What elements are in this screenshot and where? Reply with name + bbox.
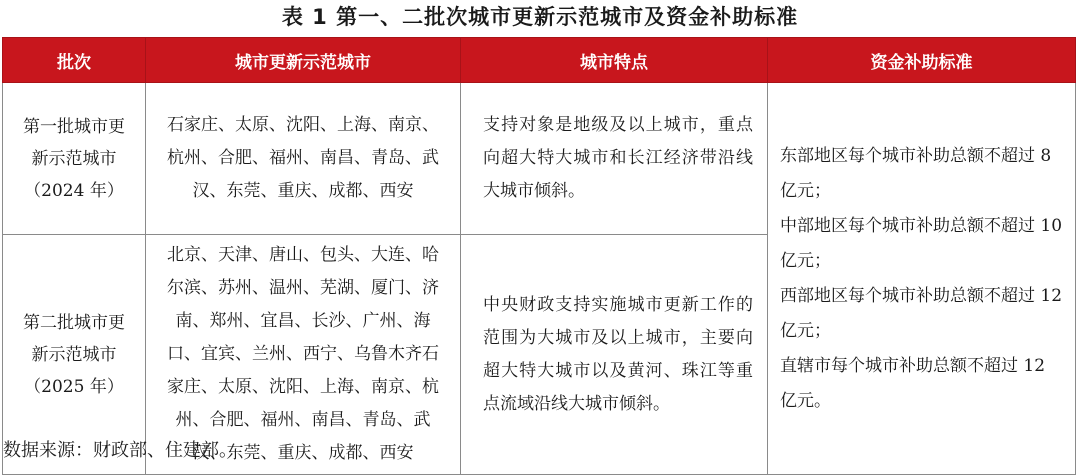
data-source-note: 数据来源：财政部、住建部。: [3, 440, 237, 461]
batch-line: 第二批城市更: [23, 312, 125, 333]
table-row: [3, 83, 1076, 235]
cities-cell: 北京、天津、唐山、包头、大连、哈尔滨、苏州、温州、芜湖、厦门、济南、郑州、宜昌、长沙、广州、海口、宜宾、兰州、西宁、乌鲁木齐石家庄、太原、沈阳、上海、南京、杭州、合肥、福州、南昌、青岛、武汉、东莞、重庆、成都、西安: [146, 235, 461, 475]
funding-west: 西部地区每个城市补助总额不超过 12 亿元；: [780, 285, 1063, 341]
features-cell: 中央财政支持实施城市更新工作的范围为大城市及以上城市，主要向超大特大城市以及黄河、珠江等重点流域沿线大城市倾斜。: [461, 235, 768, 475]
header-funding: 资金补助标准: [768, 38, 1076, 83]
batch-line: 新示范城市: [31, 344, 117, 365]
header-cities: 城市更新示范城市: [146, 38, 461, 83]
cities-cell: 石家庄、太原、沈阳、上海、南京、杭州、合肥、福州、南昌、青岛、武汉、东莞、重庆、成都、西安: [146, 83, 461, 235]
header-features: 城市特点: [461, 38, 768, 83]
batch-line: （2025 年）: [24, 376, 124, 397]
batch-line: 第一批城市更: [23, 116, 125, 137]
funding-central: 中部地区每个城市补助总额不超过 10 亿元；: [780, 215, 1063, 271]
batch-cell: [3, 83, 146, 235]
subsidy-table: [2, 37, 1076, 475]
features-cell: 支持对象是地级及以上城市，重点向超大特大城市和长江经济带沿线大城市倾斜。: [461, 83, 768, 235]
funding-municipality: 直辖市每个城市补助总额不超过 12 亿元。: [780, 355, 1046, 411]
batch-line: 新示范城市: [31, 148, 117, 169]
table-header-row: [3, 38, 1076, 83]
funding-east: 东部地区每个城市补助总额不超过 8 亿元；: [780, 145, 1052, 201]
funding-cell: [768, 83, 1076, 475]
header-batch: 批次: [3, 38, 146, 83]
batch-line: （2024 年）: [24, 180, 124, 201]
table-title: 表 1 第一、二批次城市更新示范城市及资金补助标准: [281, 5, 799, 29]
